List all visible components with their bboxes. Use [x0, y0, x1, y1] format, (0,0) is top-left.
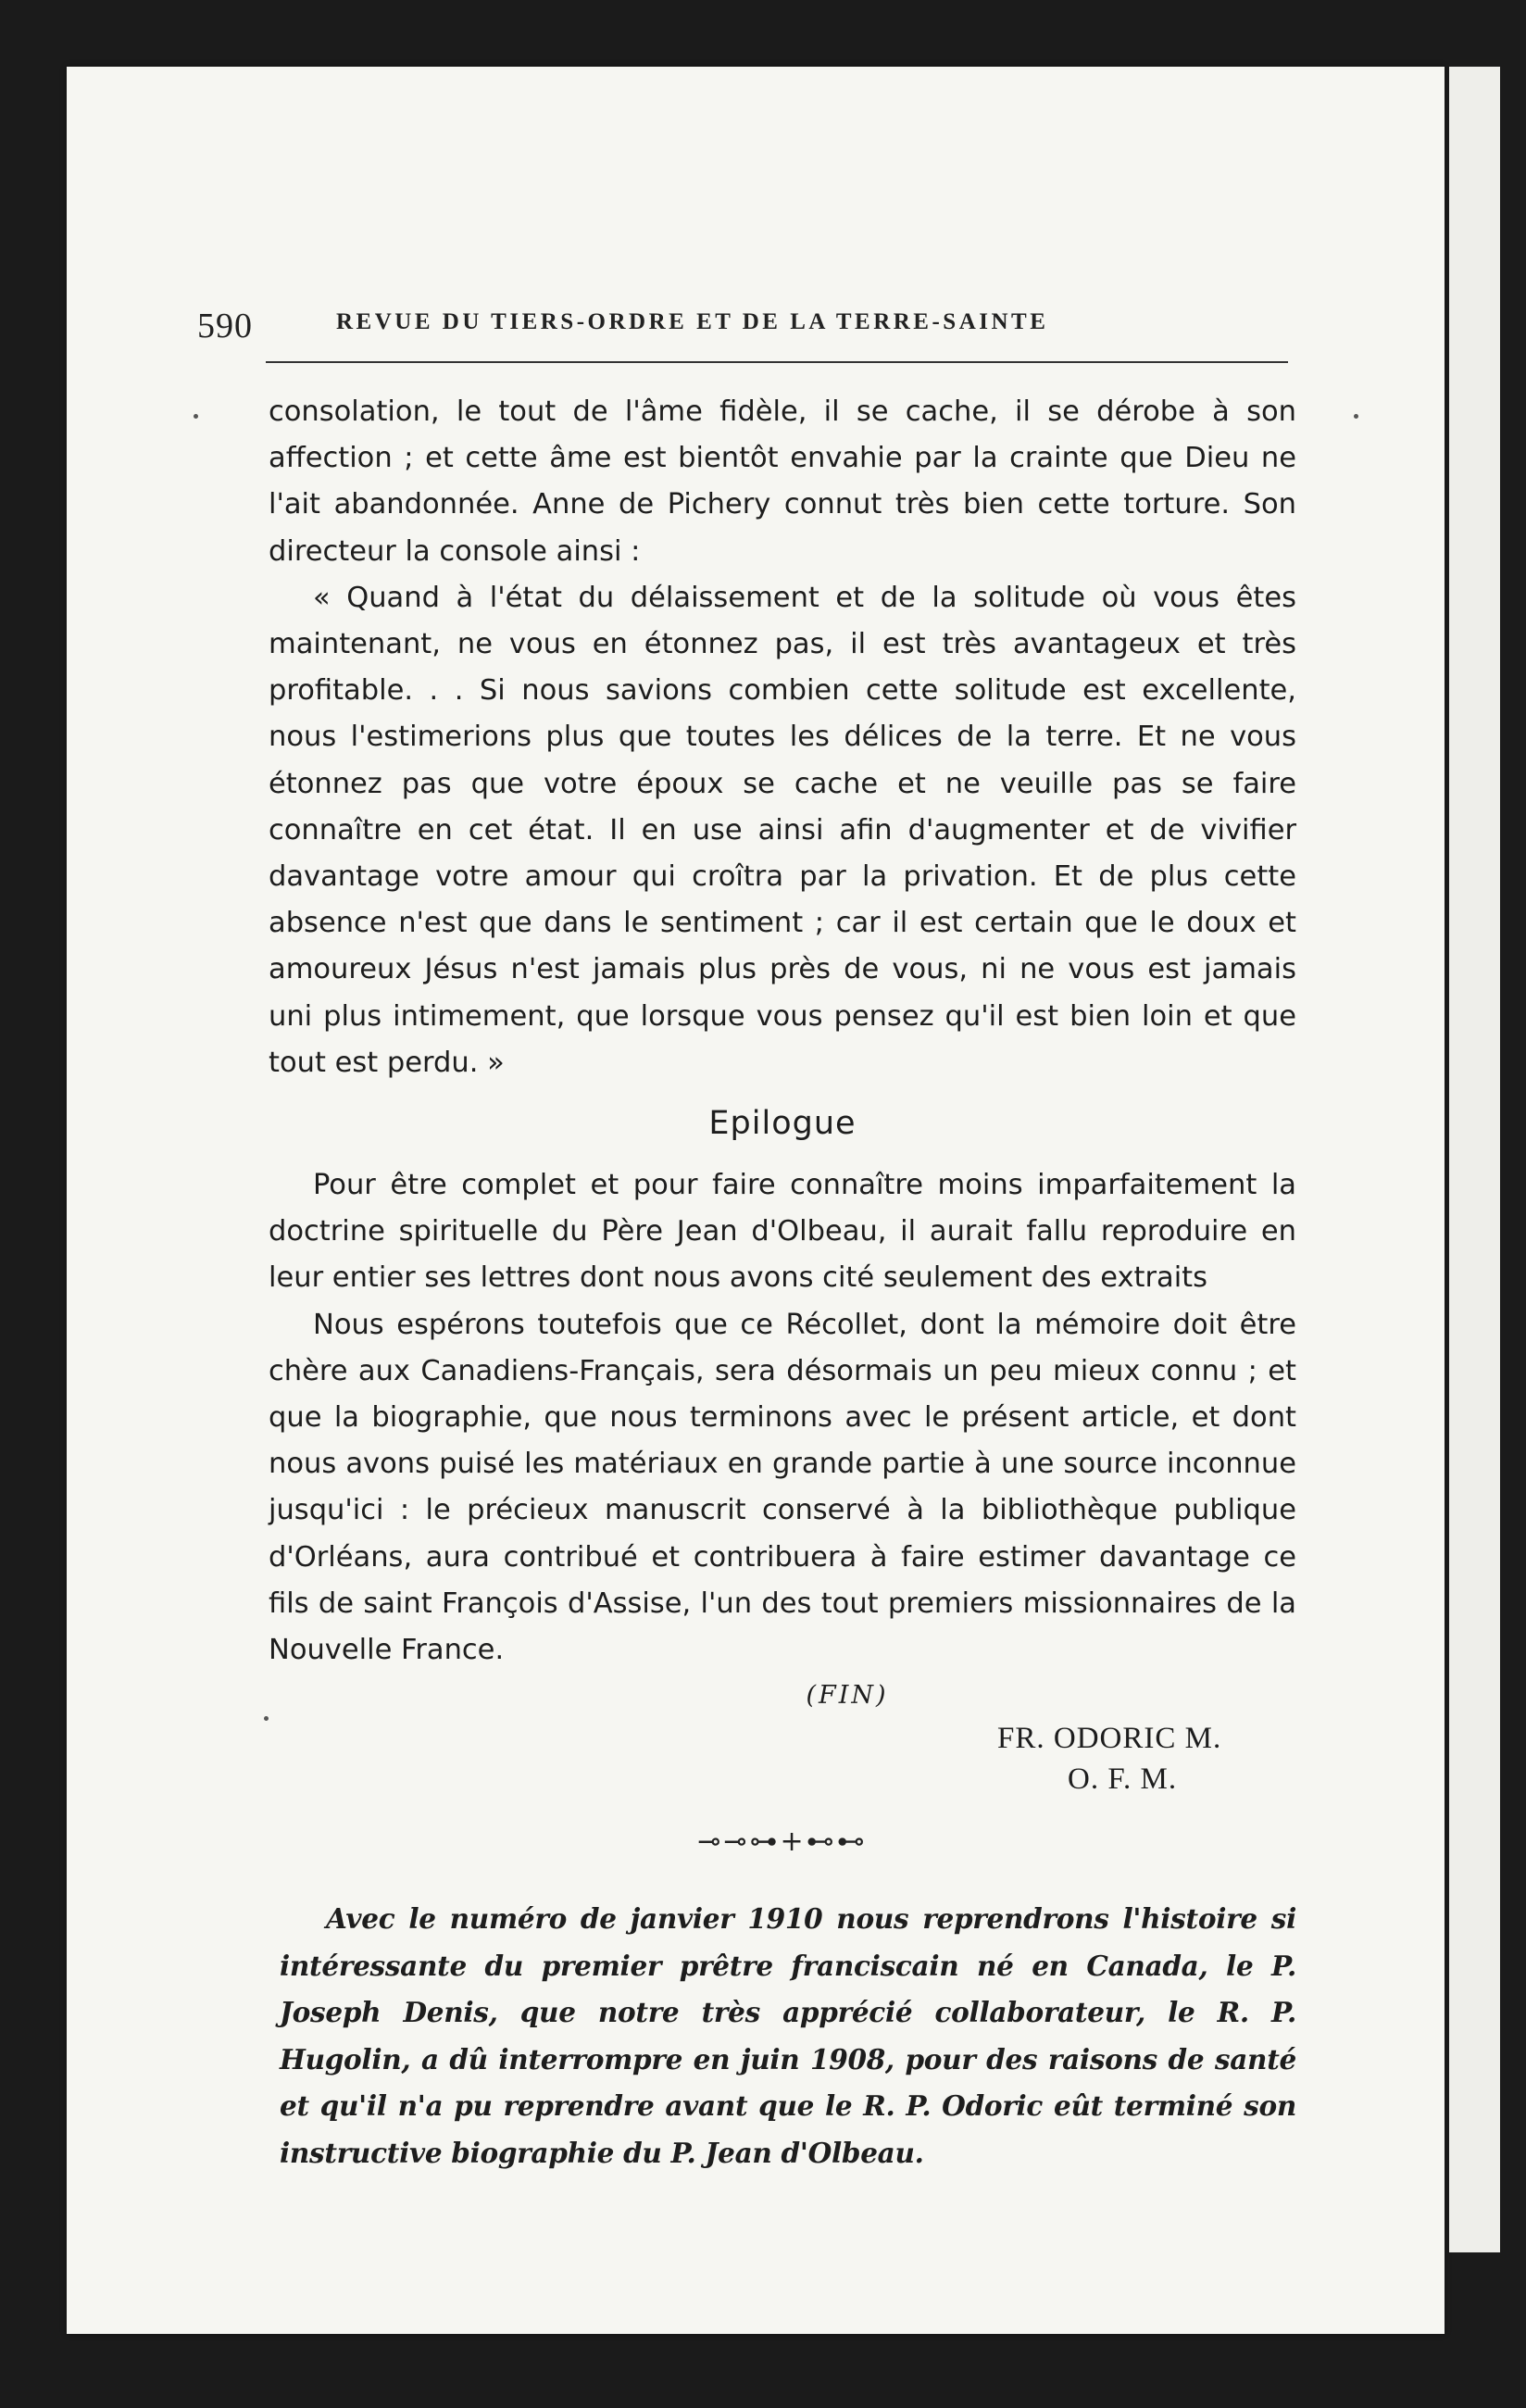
editor-note-text: Avec le numéro de janvier 1910 nous reprendrons l'histoire si intéressante du premier prêtre franciscain né en Canada, le P. Joseph Denis, que notre très apprécié collaborateur, le R. P. Hugolin, a dû interrompre en juin 1908, pour des raisons de santé et qu'il n'a pu reprendre avant que le R. P. Odoric eût terminé son instructive biographie du P. Jean d'Olbeau. [280, 1902, 1296, 2169]
running-head: REVUE DU TIERS-ORDRE ET DE LA TERRE-SAINTE [336, 309, 1049, 334]
editor-note [280, 1896, 1296, 2176]
paragraph-3: Pour être complet et pour faire connaître moins imparfaitement la doctrine spirituelle du Père Jean d'Olbeau, il aurait fallu reproduire en leur entier ses lettres dont nous avons cité seulement des extraits [269, 1169, 1296, 1295]
paragraph-4: Nous espérons toutefois que ce Récollet, dont la mémoire doit être chère aux Canadiens-Français, sera désormais un peu mieux connu ; et que la biographie, que nous terminons avec le présent article, et dont nous avons puisé les matériaux en grande partie à une source inconnue jusqu'ici : le précieux manuscrit conservé à la bibliothèque publique d'Orléans, aura contribué et contribuera à faire estimer davantage ce fils de saint François d'Assise, l'un des tout premiers missionnaires de la Nouvelle France. [269, 1308, 1296, 1667]
speck-mark [1354, 414, 1358, 419]
ornament-divider: ⊸⊸⊶+⊷⊷ [697, 1825, 868, 1859]
page-body [269, 389, 1296, 2176]
fin-mark: (FIN) [806, 1681, 889, 1711]
paragraph-1: consolation, le tout de l'âme fidèle, il se cache, il se dérobe à son affection ; et cette âme est bientôt envahie par la crainte que Dieu ne l'ait abandonnée. Anne de Pichery connut très bien cette torture. Son directeur la console ainsi : [269, 395, 1296, 568]
header-rule [266, 361, 1288, 363]
signature-order: O. F. M. [1068, 1762, 1178, 1797]
section-heading: Epilogue [708, 1105, 857, 1143]
adjacent-page-edge [1449, 67, 1500, 2252]
paragraph-quote: « Quand à l'état du délaissement et de la solitude où vous êtes maintenant, ne vous en étonnez pas, il est très avantageux et très profitable. . . Si nous savions combien cette solitude est excellente, nous l'estimerions plus que toutes les délices de la terre. Et ne vous étonnez pas que votre époux se cache et ne veuille pas se faire connaître en cet état. Il en use ainsi afin d'augmenter et de vivifier davantage votre amour qui croîtra par la privation. Et de plus cette absence n'est que dans le sentiment ; car il est certain que le doux et amoureux Jésus n'est jamais plus près de vous, ni ne vous est jamais uni plus intimement, que lorsque vous pensez qu'il est bien loin et que tout est perdu. » [269, 581, 1296, 1079]
speck-mark [194, 414, 198, 419]
page-number: 590 [197, 307, 253, 345]
page-header [197, 300, 1288, 356]
signature-name: FR. ODORIC M. [997, 1722, 1222, 1756]
